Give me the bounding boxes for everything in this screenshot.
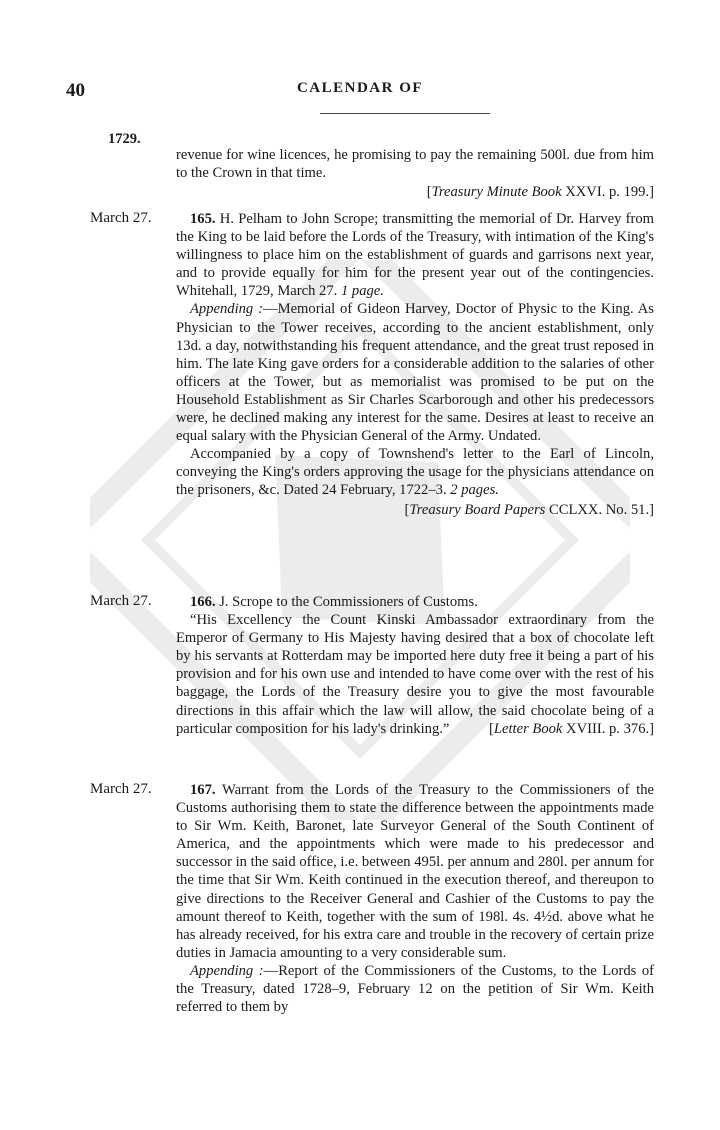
entry-summary: H. Pelham to John Scrope; transmitting the memorial of Dr. Harvey from the King to be laid before the Lords of the Treasury, with intimation of the King's willingness to place him on the establishment of guards and garrisons next year, and to provide equally for him for the present year out of the contingencies. Whitehall, 1729, March 27. bbox=[176, 211, 654, 300]
accompanied-pages: 2 pages. bbox=[450, 482, 499, 499]
entry-heading bbox=[176, 593, 654, 611]
reference-location: XVIII. p. 376.] bbox=[566, 720, 654, 737]
reference-location: CCLXX. No. 51.] bbox=[549, 501, 654, 518]
entry-date: March 27. bbox=[90, 593, 152, 609]
entry-reference: [Treasury Board Papers CCLXX. No. 51.] bbox=[404, 501, 654, 518]
entry-number: 167. bbox=[190, 782, 216, 798]
reference-title: Treasury Minute Book bbox=[431, 184, 562, 201]
reference-location: XXVI. p. 199.] bbox=[565, 184, 654, 201]
entry-pages: 1 page. bbox=[340, 283, 384, 300]
appending-text: —Memorial of Gideon Harvey, Doctor of Physic to the King. As Physician to the Tower receives, according to the ancient establishment, only 13d. a day, notwithstanding his frequent attendance, and the great trust reposed in him. The late King gave orders for a considerable addition to the salaries of other officers at the Tower, but as memorialist was promised to be put on the Household Establishment as Sir Charles Scarborough and other his predecessors were, he declined making any interest for the same. Desires at least to receive an equal salary with the Physician General of the Army. Undated. bbox=[176, 301, 654, 445]
running-head: CALENDAR OF bbox=[296, 80, 424, 96]
entry-reference: [Letter Book XVIII. p. 376.] bbox=[489, 720, 654, 737]
entry-summary: Warrant from the Lords of the Treasury to the Commissioners of the Customs authorising them to state the difference between the appointments made to Sir Wm. Keith, Baronet, late Surveyor General of the South Continent of America, and the appointments which were made to his predecessor and successor in the said office, i.e. between 495l. per annum and 280l. per annum for the time that Sir Wm. Keith continued in the execution thereof, and thereupon to give directions to the Receiver General and Cashier of the Customs to pay the amount thereof to Keith, together with the sum of 198l. 4s. 4½d. above what he has already received, for his extra care and trouble in the recovery of certain prize duties in Jamacia amounting to a very considerable sum. bbox=[176, 782, 654, 961]
entry-body bbox=[176, 210, 654, 519]
entry-body bbox=[176, 781, 654, 1016]
entry-text bbox=[176, 210, 654, 300]
continuation-reference: [Treasury Minute Book XXVI. p. 199.] bbox=[426, 184, 654, 201]
entry-text bbox=[176, 611, 654, 738]
entry-appending bbox=[176, 300, 654, 445]
entry-body bbox=[176, 593, 654, 738]
entry-accompanied bbox=[176, 445, 654, 499]
accompanied-text: Accompanied by a copy of Townshend's letter to the Earl of Lincoln, conveying the King's orders approving the usage for the physicians attendance on the prisoners, &c. Dated 24 February, 1722–3. bbox=[176, 446, 654, 499]
letter-text: “His Excellency the Count Kinski Ambassador extraordinary from the Emperor of Germany to His Majesty having desired that a box of chocolate left by his servants at Rotterdam may be imported here duty free it being a part of his provision and for his own use and intended to have come over with the rest of his baggage, the Lords of the Treasury desire you to give the most favourable directions in this affair which the law will allow, the said chocolate being of a particular composition for his lady's drinking.” bbox=[176, 612, 654, 737]
page-header bbox=[60, 80, 660, 110]
continuation-body bbox=[176, 146, 654, 201]
entry-date: March 27. bbox=[90, 210, 152, 226]
entry-date: March 27. bbox=[90, 781, 152, 797]
entry-appending bbox=[176, 962, 654, 1016]
margin-year: 1729. bbox=[108, 131, 141, 147]
entry-heading-text: J. Scrope to the Commissioners of Customs. bbox=[219, 594, 478, 610]
page-number: 40 bbox=[66, 80, 85, 101]
reference-title: Letter Book bbox=[493, 720, 563, 737]
continuation-text: revenue for wine licences, he promising to pay the remaining 500l. due from him to the Crown in that time. bbox=[176, 147, 654, 182]
header-rule bbox=[320, 113, 490, 114]
entry-number: 165. bbox=[190, 211, 216, 227]
appending-text: —Report of the Commissioners of the Customs, to the Lords of the Treasury, dated 1728–9, February 12 on the petition of Sir Wm. Keith referred to them by bbox=[176, 962, 654, 1016]
appending-label: Appending : bbox=[190, 301, 263, 318]
entry-number: 166. bbox=[190, 594, 216, 610]
reference-title: Treasury Board Papers bbox=[409, 501, 546, 518]
appending-label: Appending : bbox=[190, 962, 264, 979]
entry-text bbox=[176, 781, 654, 962]
